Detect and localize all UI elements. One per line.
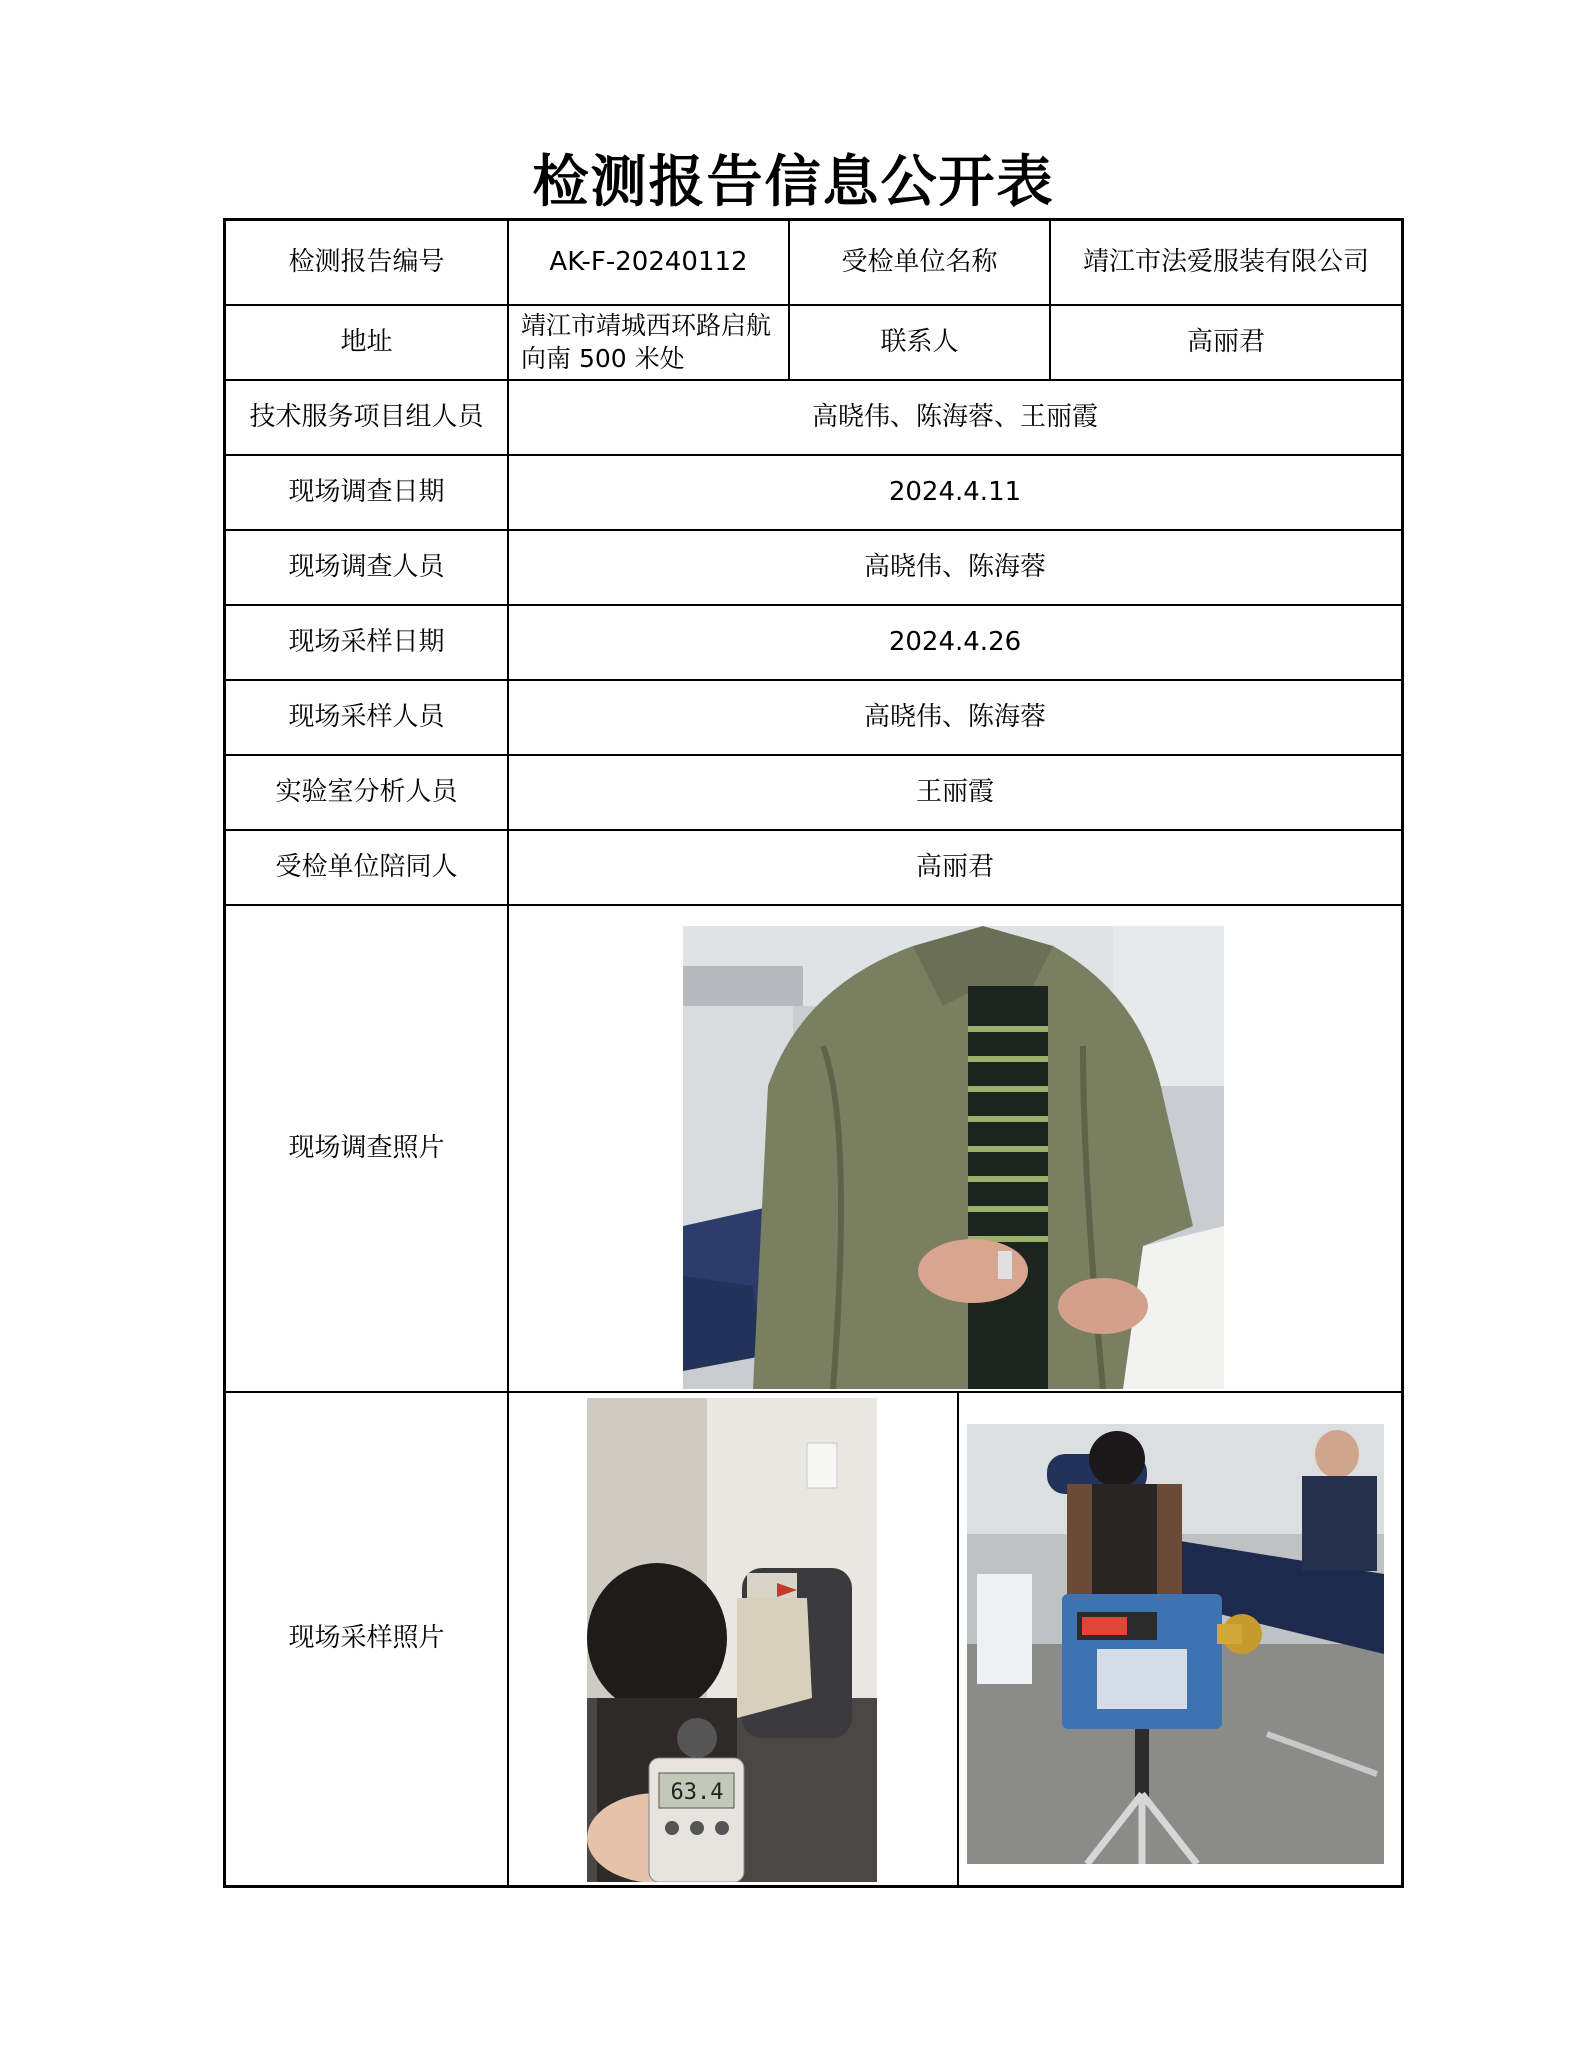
escort-label: 受检单位陪同人 <box>275 851 458 882</box>
survey-staff-label: 现场调查人员 <box>288 551 445 582</box>
report-no-value: AK-F-20240112 <box>549 246 748 277</box>
report-no-label: 检测报告编号 <box>288 246 445 277</box>
team-label: 技术服务项目组人员 <box>249 401 484 432</box>
sampling-photo-dust-sampler <box>967 1424 1384 1864</box>
survey-date-label: 现场调查日期 <box>288 476 445 507</box>
sampling-date-value: 2024.4.26 <box>888 626 1022 657</box>
contact-label: 联系人 <box>880 326 959 357</box>
address-value: 靖江市靖城西环路启航向南 500 米处 <box>521 311 772 373</box>
sampling-photo-noise-meter <box>587 1398 877 1882</box>
sampling-date-label: 现场采样日期 <box>288 626 445 657</box>
address-label: 地址 <box>340 326 393 357</box>
unit-name-value: 靖江市法爱服装有限公司 <box>1082 246 1369 277</box>
escort-value: 高丽君 <box>915 851 994 882</box>
sampling-staff-value: 高晓伟、陈海蓉 <box>863 701 1046 732</box>
sampling-staff-label: 现场采样人员 <box>288 701 445 732</box>
meter-reading: 63.4 <box>670 1780 724 1805</box>
lab-staff-label: 实验室分析人员 <box>275 776 458 807</box>
sampling-photo-label: 现场采样照片 <box>288 1623 445 1654</box>
contact-value: 高丽君 <box>1186 326 1265 357</box>
survey-date-value: 2024.4.11 <box>888 476 1022 507</box>
page-title: 检测报告信息公开表 <box>532 150 1055 215</box>
unit-name-label: 受检单位名称 <box>841 246 998 277</box>
team-value: 高晓伟、陈海蓉、王丽霞 <box>811 401 1098 432</box>
survey-photo-label: 现场调查照片 <box>288 1132 445 1163</box>
survey-photo <box>683 926 1224 1389</box>
lab-staff-value: 王丽霞 <box>915 776 994 807</box>
survey-staff-value: 高晓伟、陈海蓉 <box>863 551 1046 582</box>
